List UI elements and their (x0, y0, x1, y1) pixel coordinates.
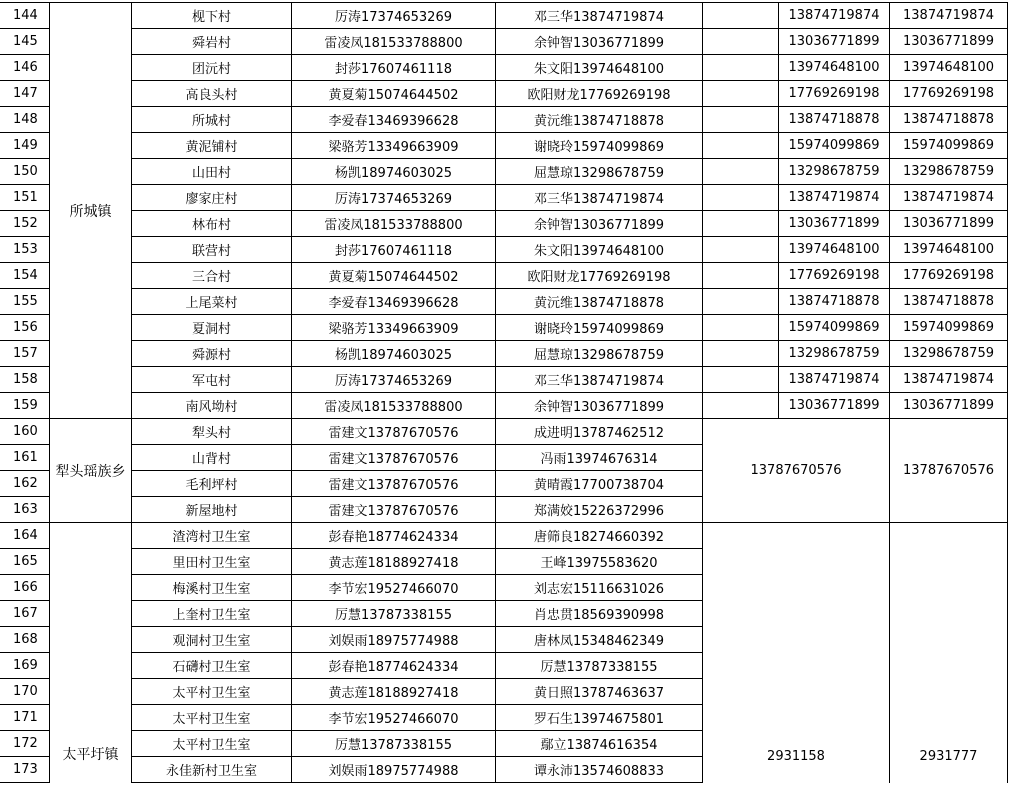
village-cell[interactable]: 军屯村 (132, 367, 292, 393)
row-number-cell[interactable]: 159 (0, 393, 50, 419)
village-cell[interactable]: 联营村 (132, 237, 292, 263)
empty-cell[interactable] (703, 133, 779, 159)
village-cell[interactable]: 观洞村卫生室 (132, 627, 292, 653)
village-cell[interactable]: 太平村卫生室 (132, 731, 292, 757)
phone-2-cell[interactable]: 13036771899 (890, 211, 1008, 237)
phone-1-cell[interactable]: 15974099869 (779, 315, 890, 341)
village-cell[interactable]: 犁头村 (132, 419, 292, 445)
row-number-cell[interactable]: 160 (0, 419, 50, 445)
row-number-cell[interactable]: 152 (0, 211, 50, 237)
contact-a-cell[interactable]: 厉涛17374653269 (292, 185, 496, 211)
phone-1-cell[interactable]: 15974099869 (779, 133, 890, 159)
contact-b-cell[interactable]: 罗石生13974675801 (496, 705, 703, 731)
contact-a-cell[interactable]: 封莎17607461118 (292, 237, 496, 263)
phone-2-cell[interactable]: 13874719874 (890, 367, 1008, 393)
village-cell[interactable]: 舜源村 (132, 341, 292, 367)
contact-a-cell[interactable]: 雷凌凤181533788800 (292, 393, 496, 419)
row-number-cell[interactable]: 165 (0, 549, 50, 575)
phone-2-cell[interactable]: 17769269198 (890, 81, 1008, 107)
empty-cell[interactable] (703, 315, 779, 341)
row-number-cell[interactable]: 172 (0, 731, 50, 757)
phone-2-merged-cell[interactable]: 2931777 (890, 523, 1008, 783)
contact-b-cell[interactable]: 邓三华13874719874 (496, 367, 703, 393)
village-cell[interactable]: 永佳新村卫生室 (132, 757, 292, 783)
village-cell[interactable]: 南风坳村 (132, 393, 292, 419)
phone-1-merged-cell[interactable]: 13787670576 (703, 419, 890, 523)
empty-cell[interactable] (703, 289, 779, 315)
row-number-cell[interactable]: 155 (0, 289, 50, 315)
contact-b-cell[interactable]: 朱文阳13974648100 (496, 237, 703, 263)
contact-b-cell[interactable]: 黄日照13787463637 (496, 679, 703, 705)
contact-a-cell[interactable]: 厉涛17374653269 (292, 3, 496, 29)
town-merged-cell[interactable]: 所城镇 (50, 3, 132, 419)
empty-cell[interactable] (703, 211, 779, 237)
village-cell[interactable]: 石礴村卫生室 (132, 653, 292, 679)
village-cell[interactable]: 上奎村卫生室 (132, 601, 292, 627)
phone-1-cell[interactable]: 17769269198 (779, 81, 890, 107)
row-number-cell[interactable]: 157 (0, 341, 50, 367)
contact-b-cell[interactable]: 欧阳财龙17769269198 (496, 81, 703, 107)
village-cell[interactable]: 舜岩村 (132, 29, 292, 55)
row-number-cell[interactable]: 171 (0, 705, 50, 731)
village-cell[interactable]: 黄泥铺村 (132, 133, 292, 159)
row-number-cell[interactable]: 148 (0, 107, 50, 133)
empty-cell[interactable] (703, 341, 779, 367)
row-number-cell[interactable]: 168 (0, 627, 50, 653)
row-number-cell[interactable]: 170 (0, 679, 50, 705)
row-number-cell[interactable]: 149 (0, 133, 50, 159)
contact-a-cell[interactable]: 黄志莲18188927418 (292, 679, 496, 705)
empty-cell[interactable] (703, 185, 779, 211)
contact-b-cell[interactable]: 邓三华13874719874 (496, 3, 703, 29)
contact-a-cell[interactable]: 厉慧13787338155 (292, 731, 496, 757)
row-number-cell[interactable]: 145 (0, 29, 50, 55)
row-number-cell[interactable]: 164 (0, 523, 50, 549)
row-number-cell[interactable]: 162 (0, 471, 50, 497)
empty-cell[interactable] (703, 367, 779, 393)
contact-a-cell[interactable]: 杨凯18974603025 (292, 159, 496, 185)
phone-2-cell[interactable]: 13298678759 (890, 341, 1008, 367)
contact-b-cell[interactable]: 邓三华13874719874 (496, 185, 703, 211)
phone-2-cell[interactable]: 13036771899 (890, 29, 1008, 55)
contact-a-cell[interactable]: 杨凯18974603025 (292, 341, 496, 367)
phone-2-cell[interactable]: 13874719874 (890, 3, 1008, 29)
phone-1-cell[interactable]: 13036771899 (779, 211, 890, 237)
row-number-cell[interactable]: 154 (0, 263, 50, 289)
phone-2-cell[interactable]: 13036771899 (890, 393, 1008, 419)
village-cell[interactable]: 三合村 (132, 263, 292, 289)
empty-cell[interactable] (703, 263, 779, 289)
phone-2-cell[interactable]: 13874718878 (890, 289, 1008, 315)
row-number-cell[interactable]: 167 (0, 601, 50, 627)
village-cell[interactable]: 里田村卫生室 (132, 549, 292, 575)
contact-b-cell[interactable]: 郑满姣15226372996 (496, 497, 703, 523)
phone-1-cell[interactable]: 13036771899 (779, 29, 890, 55)
row-number-cell[interactable]: 163 (0, 497, 50, 523)
contact-a-cell[interactable]: 刘娱雨18975774988 (292, 627, 496, 653)
village-cell[interactable]: 林布村 (132, 211, 292, 237)
contact-b-cell[interactable]: 余钟智13036771899 (496, 393, 703, 419)
contact-a-cell[interactable]: 李爱春13469396628 (292, 107, 496, 133)
contact-b-cell[interactable]: 冯雨13974676314 (496, 445, 703, 471)
row-number-cell[interactable]: 156 (0, 315, 50, 341)
contact-a-cell[interactable]: 李节宏19527466070 (292, 705, 496, 731)
village-cell[interactable]: 上尾菜村 (132, 289, 292, 315)
phone-1-cell[interactable]: 13298678759 (779, 341, 890, 367)
phone-2-cell[interactable]: 13974648100 (890, 237, 1008, 263)
contact-a-cell[interactable]: 雷建文13787670576 (292, 471, 496, 497)
phone-1-cell[interactable]: 13874719874 (779, 3, 890, 29)
contact-b-cell[interactable]: 王峰13975583620 (496, 549, 703, 575)
contact-b-cell[interactable]: 屈慧琼13298678759 (496, 341, 703, 367)
contact-b-cell[interactable]: 朱文阳13974648100 (496, 55, 703, 81)
village-cell[interactable]: 毛利坪村 (132, 471, 292, 497)
contact-b-cell[interactable]: 黄沅维13874718878 (496, 289, 703, 315)
village-cell[interactable]: 夏洞村 (132, 315, 292, 341)
village-cell[interactable]: 廖家庄村 (132, 185, 292, 211)
phone-1-cell[interactable]: 13974648100 (779, 237, 890, 263)
village-cell[interactable]: 山田村 (132, 159, 292, 185)
row-number-cell[interactable]: 166 (0, 575, 50, 601)
contact-a-cell[interactable]: 黄夏菊15074644502 (292, 81, 496, 107)
phone-2-cell[interactable]: 15974099869 (890, 133, 1008, 159)
contact-b-cell[interactable]: 鄢立13874616354 (496, 731, 703, 757)
row-number-cell[interactable]: 153 (0, 237, 50, 263)
phone-1-cell[interactable]: 13874719874 (779, 367, 890, 393)
phone-2-cell[interactable]: 15974099869 (890, 315, 1008, 341)
contact-b-cell[interactable]: 谢晓玲15974099869 (496, 315, 703, 341)
contact-a-cell[interactable]: 厉涛17374653269 (292, 367, 496, 393)
empty-cell[interactable] (703, 237, 779, 263)
contact-a-cell[interactable]: 雷凌凤181533788800 (292, 29, 496, 55)
row-number-cell[interactable]: 150 (0, 159, 50, 185)
contact-a-cell[interactable]: 李节宏19527466070 (292, 575, 496, 601)
row-number-cell[interactable]: 144 (0, 3, 50, 29)
contact-b-cell[interactable]: 刘志宏15116631026 (496, 575, 703, 601)
contact-b-cell[interactable]: 余钟智13036771899 (496, 29, 703, 55)
contact-a-cell[interactable]: 雷建文13787670576 (292, 419, 496, 445)
contact-b-cell[interactable]: 屈慧琼13298678759 (496, 159, 703, 185)
contact-b-cell[interactable]: 谢晓玲15974099869 (496, 133, 703, 159)
village-cell[interactable]: 山背村 (132, 445, 292, 471)
phone-2-cell[interactable]: 13298678759 (890, 159, 1008, 185)
town-merged-cell[interactable]: 犁头瑶族乡 (50, 419, 132, 523)
empty-cell[interactable] (703, 393, 779, 419)
contact-a-cell[interactable]: 彭春艳18774624334 (292, 653, 496, 679)
phone-1-merged-cell[interactable]: 2931158 (703, 523, 890, 783)
contact-b-cell[interactable]: 黄沅维13874718878 (496, 107, 703, 133)
phone-1-cell[interactable]: 13298678759 (779, 159, 890, 185)
contact-a-cell[interactable]: 雷建文13787670576 (292, 497, 496, 523)
phone-1-cell[interactable]: 17769269198 (779, 263, 890, 289)
contact-a-cell[interactable]: 封莎17607461118 (292, 55, 496, 81)
contact-a-cell[interactable]: 梁骆芳13349663909 (292, 315, 496, 341)
phone-2-merged-cell[interactable]: 13787670576 (890, 419, 1008, 523)
village-cell[interactable]: 渣湾村卫生室 (132, 523, 292, 549)
phone-2-cell[interactable]: 13974648100 (890, 55, 1008, 81)
row-number-cell[interactable]: 161 (0, 445, 50, 471)
contact-a-cell[interactable]: 李爱春13469396628 (292, 289, 496, 315)
village-cell[interactable]: 新屋地村 (132, 497, 292, 523)
contact-a-cell[interactable]: 彭春艳18774624334 (292, 523, 496, 549)
contact-b-cell[interactable]: 唐林凤15348462349 (496, 627, 703, 653)
contact-b-cell[interactable]: 黄晴霞17700738704 (496, 471, 703, 497)
empty-cell[interactable] (703, 159, 779, 185)
row-number-cell[interactable]: 169 (0, 653, 50, 679)
phone-2-cell[interactable]: 13874719874 (890, 185, 1008, 211)
row-number-cell[interactable]: 158 (0, 367, 50, 393)
phone-2-cell[interactable]: 17769269198 (890, 263, 1008, 289)
empty-cell[interactable] (703, 55, 779, 81)
village-cell[interactable]: 枧下村 (132, 3, 292, 29)
empty-cell[interactable] (703, 29, 779, 55)
row-number-cell[interactable]: 147 (0, 81, 50, 107)
phone-1-cell[interactable]: 13874718878 (779, 107, 890, 133)
empty-cell[interactable] (703, 81, 779, 107)
contact-b-cell[interactable]: 厉慧13787338155 (496, 653, 703, 679)
phone-2-cell[interactable]: 13874718878 (890, 107, 1008, 133)
village-cell[interactable]: 梅溪村卫生室 (132, 575, 292, 601)
village-cell[interactable]: 太平村卫生室 (132, 705, 292, 731)
contact-a-cell[interactable]: 刘娱雨18975774988 (292, 757, 496, 783)
village-cell[interactable]: 太平村卫生室 (132, 679, 292, 705)
empty-cell[interactable] (703, 107, 779, 133)
village-cell[interactable]: 高良头村 (132, 81, 292, 107)
contact-b-cell[interactable]: 余钟智13036771899 (496, 211, 703, 237)
contact-b-cell[interactable]: 唐筛良18274660392 (496, 523, 703, 549)
contact-b-cell[interactable]: 成进明13787462512 (496, 419, 703, 445)
village-cell[interactable]: 所城村 (132, 107, 292, 133)
phone-1-cell[interactable]: 13036771899 (779, 393, 890, 419)
contact-b-cell[interactable]: 谭永沛13574608833 (496, 757, 703, 783)
contact-b-cell[interactable]: 欧阳财龙17769269198 (496, 263, 703, 289)
contact-a-cell[interactable]: 厉慧13787338155 (292, 601, 496, 627)
row-number-cell[interactable]: 173 (0, 757, 50, 783)
contact-a-cell[interactable]: 黄志莲18188927418 (292, 549, 496, 575)
phone-1-cell[interactable]: 13874718878 (779, 289, 890, 315)
contact-a-cell[interactable]: 雷建文13787670576 (292, 445, 496, 471)
empty-cell[interactable] (703, 3, 779, 29)
contact-a-cell[interactable]: 黄夏菊15074644502 (292, 263, 496, 289)
phone-1-cell[interactable]: 13874719874 (779, 185, 890, 211)
contact-b-cell[interactable]: 肖忠贯18569390998 (496, 601, 703, 627)
town-merged-cell[interactable]: 太平圩镇 (50, 523, 132, 783)
contact-a-cell[interactable]: 梁骆芳13349663909 (292, 133, 496, 159)
row-number-cell[interactable]: 151 (0, 185, 50, 211)
contact-a-cell[interactable]: 雷凌凤181533788800 (292, 211, 496, 237)
row-number-cell[interactable]: 146 (0, 55, 50, 81)
phone-1-cell[interactable]: 13974648100 (779, 55, 890, 81)
village-cell[interactable]: 团沅村 (132, 55, 292, 81)
